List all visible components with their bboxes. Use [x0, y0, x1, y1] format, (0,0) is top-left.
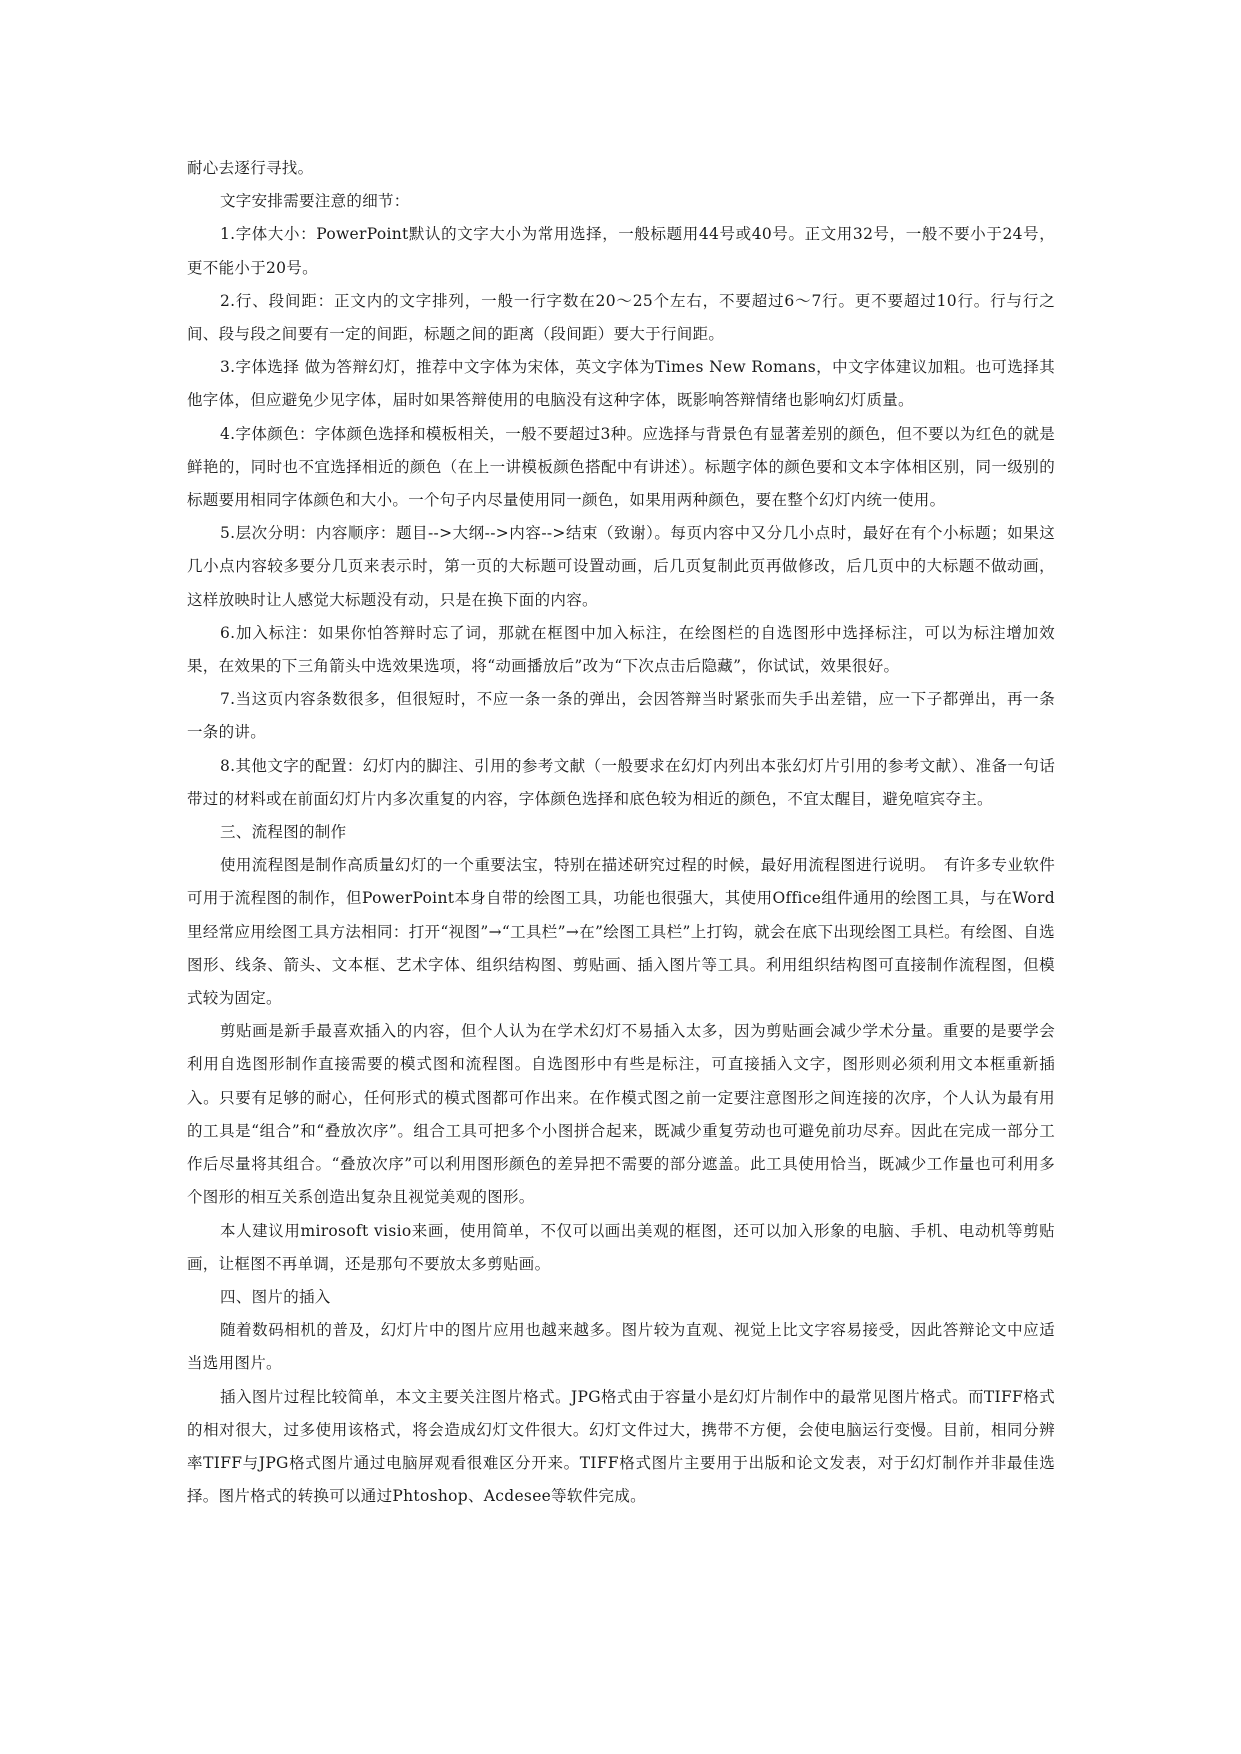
section-heading-images: 四、图片的插入 [220, 1287, 331, 1306]
paragraph-other-text: 8.其他文字的配置：幻灯内的脚注、引用的参考文献（一般要求在幻灯内列出本张幻灯片引用的参考文献）、准备一句话带过的材料或在前面幻灯片内多次重复的内容，字体颜色选择和底色较为相近的颜色，不宜太醒目，避免喧宾夺主。 [187, 756, 1055, 808]
paragraph-flowchart-tools: 使用流程图是制作高质量幻灯的一个重要法宝，特别在描述研究过程的时候，最好用流程图进行说明。 有许多专业软件可用于流程图的制作，但PowerPoint本身自带的绘图工具，功能也很强大，其使用Office组件通用的绘图工具，与在Word里经常应用绘图工具方法相同：打开“视图”→“工具栏”→在”绘图工具栏”上打钩，就会在底下出现绘图工具栏。有绘图、自选图形、线条、箭头、文本框、艺术字体、组织结构图、剪贴画、插入图片等工具。利用组织结构图可直接制作流程图，但模式较为固定。 [187, 856, 1055, 1008]
paragraph-text-layout-intro: 文字安排需要注意的细节： [220, 192, 410, 211]
paragraph-font-choice: 3.字体选择 做为答辩幻灯，推荐中文字体为宋体，英文字体为Times New Romans，中文字体建议加粗。也可选择其他字体，但应避免少见字体，届时如果答辩使用的电脑没有这种字体，既影响答辩情绪也影响幻灯质量。 [187, 358, 1055, 410]
paragraph-clipart: 剪贴画是新手最喜欢插入的内容，但个人认为在学术幻灯不易插入太多，因为剪贴画会减少学术分量。重要的是要学会利用自选图形制作直接需要的模式图和流程图。自选图形中有些是标注，可直接插入文字，图形则必须利用文本框重新插入。只要有足够的耐心，任何形式的模式图都可作出来。在作模式图之前一定要注意图形之间连接的次序，个人认为最有用的工具是“组合”和“叠放次序”。组合工具可把多个小图拼合起来，既减少重复劳动也可避免前功尽弃。因此在完成一部分工作后尽量将其组合。“叠放次序”可以利用图形颜色的差异把不需要的部分遮盖。此工具使用恰当，既减少工作量也可利用多个图形的相互关系创造出复杂且视觉美观的图形。 [187, 1022, 1055, 1207]
paragraph-visio: 本人建议用mirosoft visio来画，使用简单，不仅可以画出美观的框图，还可以加入形象的电脑、手机、电动机等剪贴画，让框图不再单调，还是那句不要放太多剪贴画。 [187, 1221, 1055, 1273]
section-heading-flowchart: 三、流程图的制作 [220, 823, 347, 842]
paragraph-hierarchy: 5.层次分明：内容顺序：题目-->大纲-->内容-->结束（致谢）。每页内容中又分几小点时，最好在有个小标题；如果这几小点内容较多要分几页来表示时，第一页的大标题可设置动画，后几页复制此页再做修改，后几页中的大标题不做动画，这样放映时让人感觉大标题没有动，只是在换下面的内容。 [187, 524, 1055, 609]
paragraph-font-color: 4.字体颜色：字体颜色选择和模板相关，一般不要超过3种。应选择与背景色有显著差别的颜色，但不要以为红色的就是鲜艳的，同时也不宜选择相近的颜色（在上一讲模板颜色搭配中有讲述）。标题字体的颜色要和文本字体相区别，同一级别的标题要用相同字体颜色和大小。一个句子内尽量使用同一颜色，如果用两种颜色，要在整个幻灯内统一使用。 [187, 424, 1055, 510]
paragraph-annotations: 6.加入标注：如果你怕答辩时忘了词，那就在框图中加入标注，在绘图栏的自选图形中选择标注，可以为标注增加效果，在效果的下三角箭头中选效果选项，将“动画播放后”改为“下次点击后隐藏”，你试试，效果很好。 [187, 623, 1055, 676]
document-page [187, 152, 1055, 1513]
paragraph-continuation: 耐心去逐行寻找。 [187, 159, 314, 177]
paragraph-font-size: 1.字体大小：PowerPoint默认的文字大小为常用选择，一般标题用44号或40号。正文用32号，一般不要小于24号，更不能小于20号。 [187, 225, 1055, 277]
paragraph-item-popups: 7.当这页内容条数很多，但很短时，不应一条一条的弹出，会因答辩当时紧张而失手出差错，应一下子都弹出，再一条一条的讲。 [187, 690, 1055, 742]
paragraph-images-intro: 随着数码相机的普及，幻灯片中的图片应用也越来越多。图片较为直观、视觉上比文字容易接受，因此答辩论文中应适当选用图片。 [187, 1321, 1055, 1373]
paragraph-image-formats: 插入图片过程比较简单，本文主要关注图片格式。JPG格式由于容量小是幻灯片制作中的最常见图片格式。而TIFF格式的相对很大，过多使用该格式，将会造成幻灯文件很大。幻灯文件过大，携带不方便，会使电脑运行变慢。目前，相同分辨率TIFF与JPG格式图片通过电脑屏观看很难区分开来。TIFF格式图片主要用于出版和论文发表，对于幻灯制作并非最佳选择。图片格式的转换可以通过Phtoshop、Acdesee等软件完成。 [187, 1387, 1055, 1506]
paragraph-line-spacing: 2.行、段间距：正文内的文字排列，一般一行字数在20～25个左右，不要超过6～7行。更不要超过10行。行与行之间、段与段之间要有一定的间距，标题之间的距离（段间距）要大于行间距。 [187, 291, 1055, 344]
